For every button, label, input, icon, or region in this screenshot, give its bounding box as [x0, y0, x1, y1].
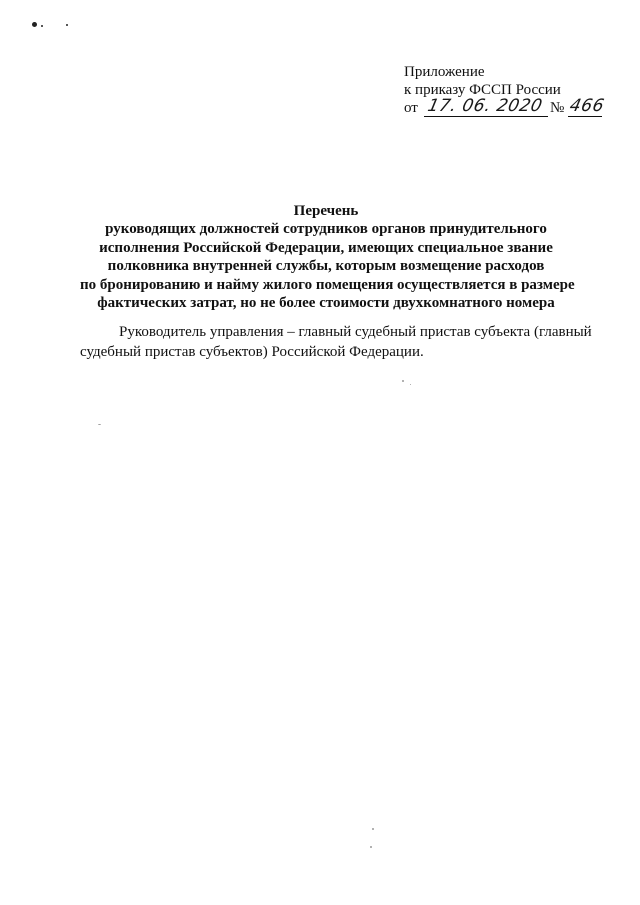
- order-date-field: [424, 96, 548, 117]
- appendix-label: Приложение: [404, 64, 485, 80]
- handwritten-number: 466: [567, 96, 607, 116]
- scan-speck: [66, 24, 68, 26]
- scan-speck: [98, 424, 101, 425]
- document-title: [80, 202, 575, 312]
- appendix-block: [404, 63, 624, 119]
- handwritten-date: 17. 06. 2020: [425, 96, 545, 116]
- date-prefix: от: [404, 100, 418, 116]
- title-line: полковника внутренней службы, которым возмещение расходов: [107, 258, 545, 275]
- scan-speck: [402, 380, 404, 382]
- order-number-field: [567, 96, 607, 117]
- body-line: судебный пристав субъектов) Российской Федерации.: [80, 344, 424, 360]
- scan-speck: [370, 846, 372, 848]
- title-line: руководящих должностей сотрудников органов принудительного: [105, 221, 547, 238]
- appendix-order-reference: к приказу ФССП России: [404, 82, 561, 98]
- title-line: исполнения Российской Федерации, имеющих специальное звание: [99, 239, 553, 256]
- scan-speck: [41, 25, 43, 27]
- order-date-number-line: [404, 96, 624, 119]
- number-prefix: №: [550, 100, 565, 116]
- title-heading: Перечень: [293, 203, 359, 219]
- title-line: по бронированию и найму жилого помещения осуществляется в размере: [80, 276, 575, 293]
- scan-speck: [372, 828, 374, 830]
- body-paragraph: [80, 322, 620, 362]
- scan-speck: [410, 384, 411, 385]
- scan-speck: [32, 22, 37, 27]
- title-line: фактических затрат, но не более стоимости двухкомнатного номера: [97, 295, 555, 312]
- body-line: Руководитель управления – главный судебный пристав субъекта (главный: [119, 324, 592, 340]
